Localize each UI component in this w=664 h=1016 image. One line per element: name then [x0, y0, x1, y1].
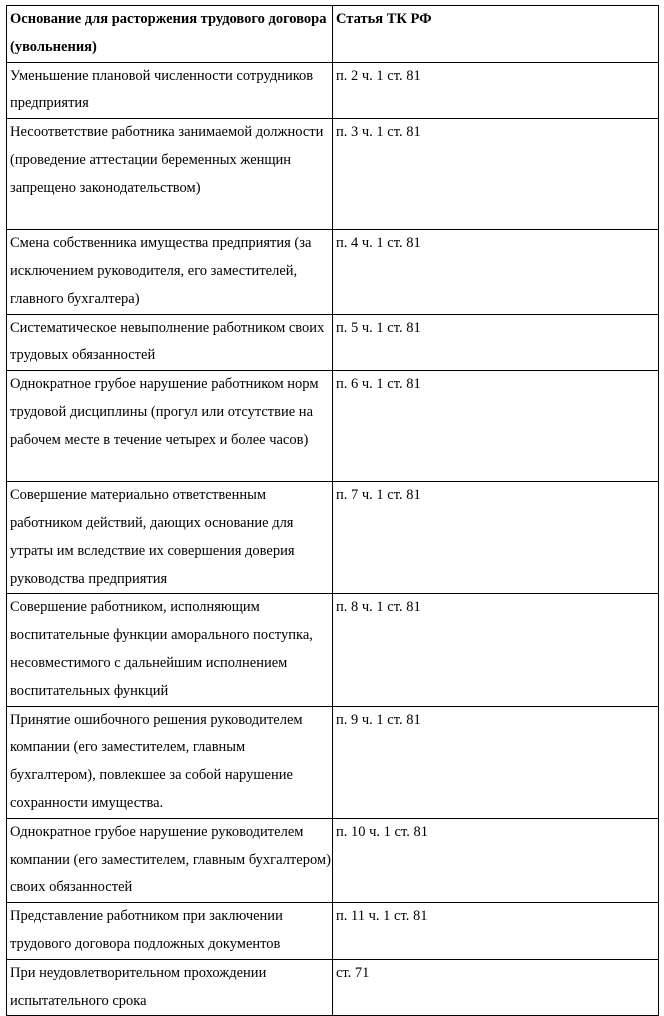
table-row	[7, 594, 659, 706]
header-labor-code-article: Статья ТК РФ	[333, 6, 659, 63]
cell-article: п. 11 ч. 1 ст. 81	[333, 903, 659, 960]
cell-ground: Совершение работником, исполняющим воспитательные функции аморального поступка, несовместимого с дальнейшим исполнением воспитательных функций	[7, 594, 333, 706]
cell-ground: При неудовлетворительном прохождении испытательного срока	[7, 959, 333, 1016]
table-row	[7, 230, 659, 314]
cell-ground: Представление работником при заключении трудового договора подложных документов	[7, 903, 333, 960]
table-row	[7, 119, 659, 230]
cell-article: ст. 71	[333, 959, 659, 1016]
cell-article: п. 7 ч. 1 ст. 81	[333, 482, 659, 594]
table-row	[7, 62, 659, 119]
cell-article: п. 10 ч. 1 ст. 81	[333, 818, 659, 902]
cell-ground: Систематическое невыполнение работником своих трудовых обязанностей	[7, 314, 333, 371]
cell-article: п. 5 ч. 1 ст. 81	[333, 314, 659, 371]
cell-article: п. 4 ч. 1 ст. 81	[333, 230, 659, 314]
cell-article: п. 6 ч. 1 ст. 81	[333, 371, 659, 482]
cell-ground: Смена собственника имущества предприятия (за исключением руководителя, его заместителей, главного бухгалтера)	[7, 230, 333, 314]
cell-article: п. 8 ч. 1 ст. 81	[333, 594, 659, 706]
table-row	[7, 482, 659, 594]
cell-ground: Уменьшение плановой численности сотрудников предприятия	[7, 62, 333, 119]
cell-article: п. 9 ч. 1 ст. 81	[333, 706, 659, 818]
cell-ground: Совершение материально ответственным работником действий, дающих основание для утраты им вследствие их совершения доверия руководства предприятия	[7, 482, 333, 594]
table-row	[7, 706, 659, 818]
table-row	[7, 818, 659, 902]
cell-article: п. 2 ч. 1 ст. 81	[333, 62, 659, 119]
dismissal-grounds-table	[6, 5, 659, 1016]
table-row	[7, 903, 659, 960]
header-dismissal-ground: Основание для расторжения трудового договора (увольнения)	[7, 6, 333, 63]
cell-ground: Принятие ошибочного решения руководителем компании (его заместителем, главным бухгалтером), повлекшее за собой нарушение сохранности имущества.	[7, 706, 333, 818]
table-row	[7, 959, 659, 1016]
table-row	[7, 314, 659, 371]
cell-ground: Однократное грубое нарушение руководителем компании (его заместителем, главным бухгалтером) своих обязанностей	[7, 818, 333, 902]
cell-ground: Несоответствие работника занимаемой должности (проведение аттестации беременных женщин запрещено законодательством)	[7, 119, 333, 230]
table-header-row	[7, 6, 659, 63]
table-row	[7, 371, 659, 482]
cell-article: п. 3 ч. 1 ст. 81	[333, 119, 659, 230]
cell-ground: Однократное грубое нарушение работником норм трудовой дисциплины (прогул или отсутствие на рабочем месте в течение четырех и более часов)	[7, 371, 333, 482]
